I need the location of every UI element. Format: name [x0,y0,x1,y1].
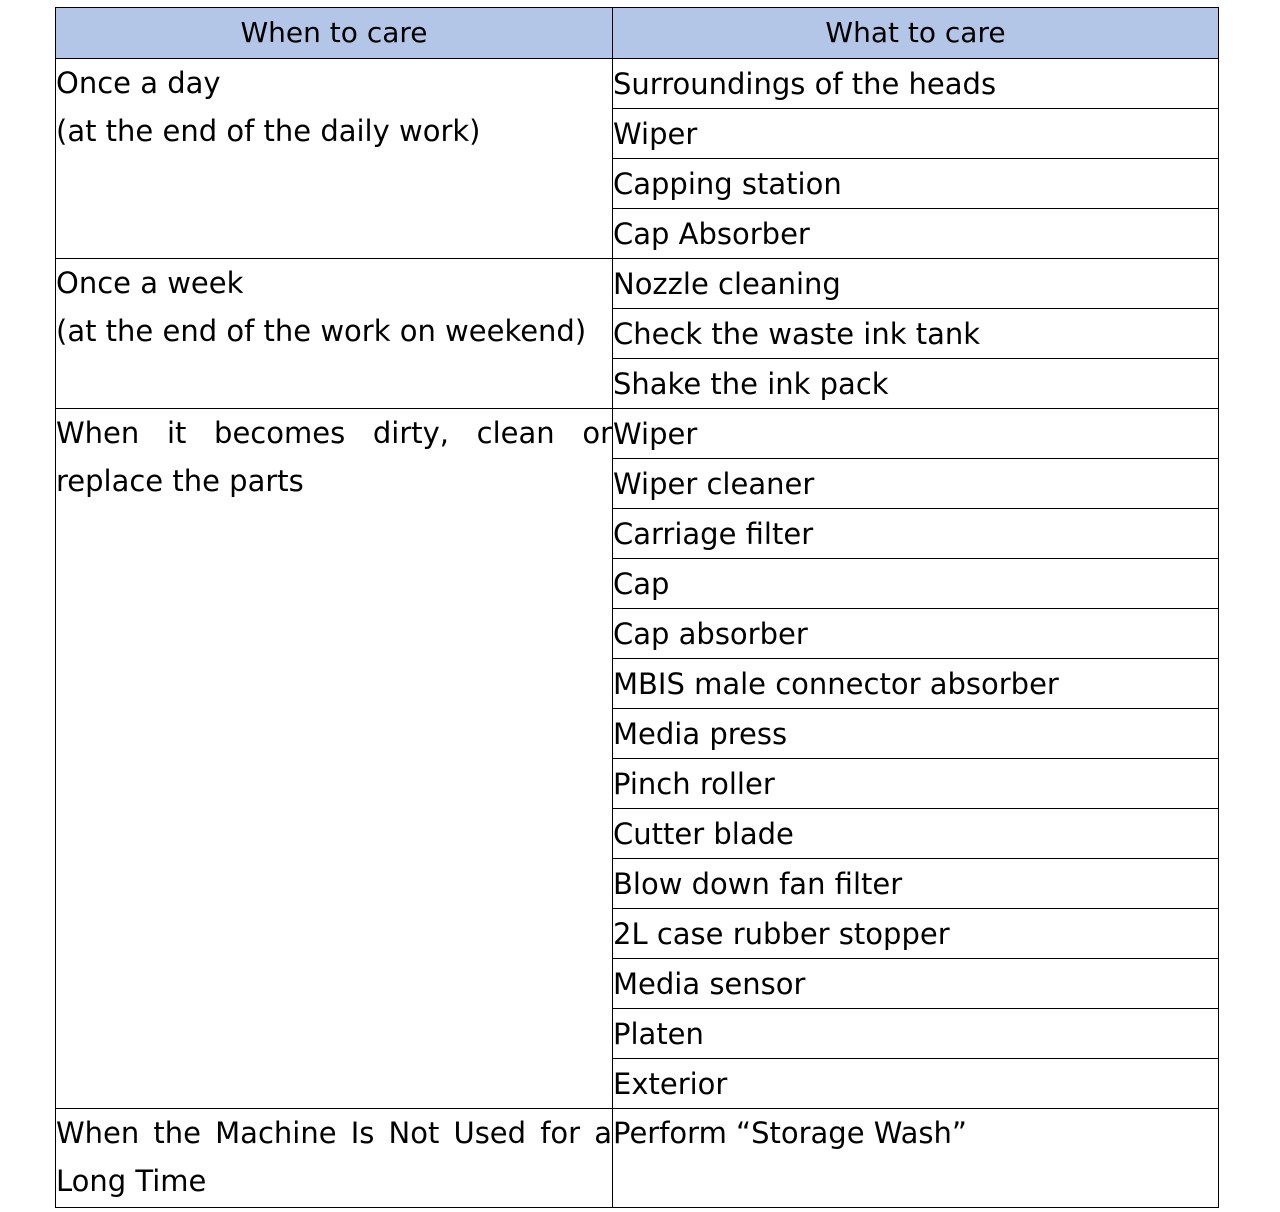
care-item: Exterior [613,1059,1219,1109]
care-item: Blow down fan filter [613,859,1219,909]
care-item: Perform “Storage Wash” [613,1109,1219,1208]
when-line: Once a day [56,66,221,100]
when-cell-weekly [56,259,613,409]
when-cell-daily [56,59,613,259]
when-line: (at the end of the work on weekend) [56,314,587,348]
when-line: Once a week [56,266,244,300]
when-cell-when-dirty [56,409,613,1109]
care-item: Cutter blade [613,809,1219,859]
care-item: Media sensor [613,959,1219,1009]
care-item: Wiper [613,109,1219,159]
care-item: Shake the ink pack [613,359,1219,409]
care-item: MBIS male connector absorber [613,659,1219,709]
when-line: replace the parts [56,464,304,498]
when-line: When the Machine Is Not Used for a [56,1116,612,1150]
header-when-to-care: When to care [56,8,613,59]
care-item: Nozzle cleaning [613,259,1219,309]
care-item: Capping station [613,159,1219,209]
care-item: Media press [613,709,1219,759]
when-line: When it becomes dirty, clean or [56,416,612,450]
header-what-to-care: What to care [613,8,1219,59]
table-row [56,1109,1219,1208]
care-item: Wiper [613,409,1219,459]
when-line: (at the end of the daily work) [56,114,481,148]
maintenance-schedule-table [55,7,1219,1208]
when-cell-long-unused [56,1109,613,1208]
care-item: Wiper cleaner [613,459,1219,509]
care-item: Carriage filter [613,509,1219,559]
care-item: Check the waste ink tank [613,309,1219,359]
care-item: Platen [613,1009,1219,1059]
care-item: Cap absorber [613,609,1219,659]
care-item: Cap Absorber [613,209,1219,259]
care-item: Cap [613,559,1219,609]
care-item: Pinch roller [613,759,1219,809]
table-row [56,409,1219,459]
table-row [56,59,1219,109]
table-row [56,259,1219,309]
care-item: 2L case rubber stopper [613,909,1219,959]
table-header-row [56,8,1219,59]
when-line: Long Time [56,1164,207,1198]
care-item: Surroundings of the heads [613,59,1219,109]
